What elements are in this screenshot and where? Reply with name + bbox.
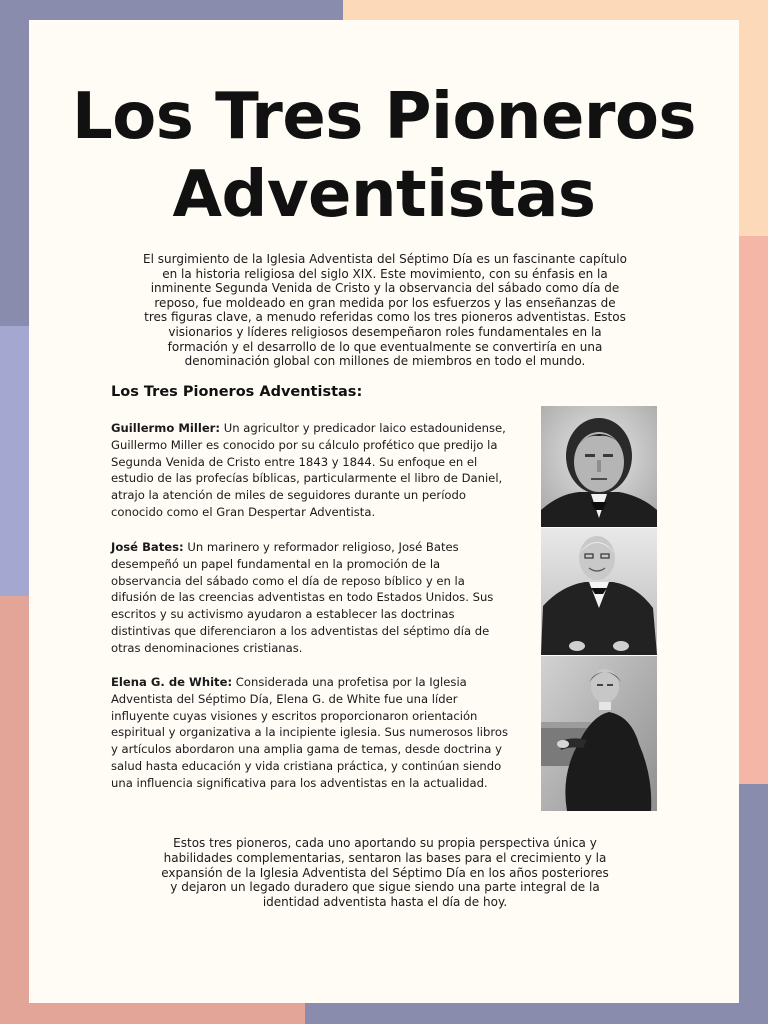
portrait-white (541, 656, 657, 811)
intro-paragraph: El surgimiento de la Iglesia Adventista del Séptimo Día es un fascinante capítulo en la historia religiosa del siglo XIX. Este movimiento, con su énfasis en la inminente Segunda Venida de Cristo y la observancia del sábado como día de reposo, fue moldeado en gran medida por los esfuerzos y las enseñanzas de tres figuras clave, a menudo referidas como los tres pioneros adventistas. Estos visionarios y líderes religiosos desempeñaron roles fundamentales en la formación y el desarrollo de lo que eventualmente se convertiría en una denominación global con millones de miembros en todo el mundo. (143, 252, 627, 369)
pioneer-name: Elena G. de White: (111, 675, 233, 689)
pioneer-text: Un agricultor y predicador laico estadounidense, Guillermo Miller es conocido por su cálculo profético que predijo la Segunda Venida de Cristo entre 1843 y 1844. Su enfoque en el estudio de las profecías bíblicas, particularmente el libro de Daniel, atrajo la atención de miles de seguidores durante un período conocido como el Gran Despertar Adventista. (111, 421, 506, 519)
pioneer-name: José Bates: (111, 540, 184, 554)
decor-block-bottom-middle (305, 1000, 620, 1024)
page-title (29, 78, 739, 234)
title-line-1: Los Tres Pioneros (72, 80, 696, 154)
pioneer-bates (111, 539, 511, 657)
title-line-2: Adventistas (172, 158, 596, 232)
portrait-bates (541, 528, 657, 655)
pioneer-text: Un marinero y reformador religioso, José Bates desempeñó un papel fundamental en la promoción de la observancia del sábado como el día de reposo bíblico y en la difusión de las creencias adventistas en todo Estados Unidos. Sus escritos y su activismo ayudaron a establecer las doctrinas distintivas que diferenciaron a los adventistas del séptimo día de otras denominaciones cristianas. (111, 540, 494, 655)
portrait-miller-image (541, 406, 657, 527)
pioneer-white (111, 674, 511, 792)
pioneer-miller (111, 420, 511, 521)
pioneer-text: Considerada una profetisa por la Iglesia Adventista del Séptimo Día, Elena G. de White fue una líder influyente cuyas visiones y escritos proporcionaron orientación espiritual y organizativa a la incipiente iglesia. Sus numerosos libros y artículos abordaron una amplia gama de temas, desde doctrina y salud hasta educación y vida cristiana práctica, y continúan siendo una influencia significativa para los adventistas en la actualidad. (111, 675, 509, 790)
section-heading: Los Tres Pioneros Adventistas: (111, 384, 363, 400)
portrait-white-image (541, 656, 657, 811)
portrait-bates-image (541, 528, 657, 655)
portrait-miller (541, 406, 657, 527)
document-page (29, 20, 739, 1003)
pioneer-name: Guillermo Miller: (111, 421, 221, 435)
closing-paragraph: Estos tres pioneros, cada uno aportando su propia perspectiva única y habilidades complementarias, sentaron las bases para el crecimiento y la expansión de la Iglesia Adventista del Séptimo Día en los años posteriores y dejaron un legado duradero que sigue siendo una parte integral de la identidad adventista hasta el día de hoy. (161, 836, 609, 910)
